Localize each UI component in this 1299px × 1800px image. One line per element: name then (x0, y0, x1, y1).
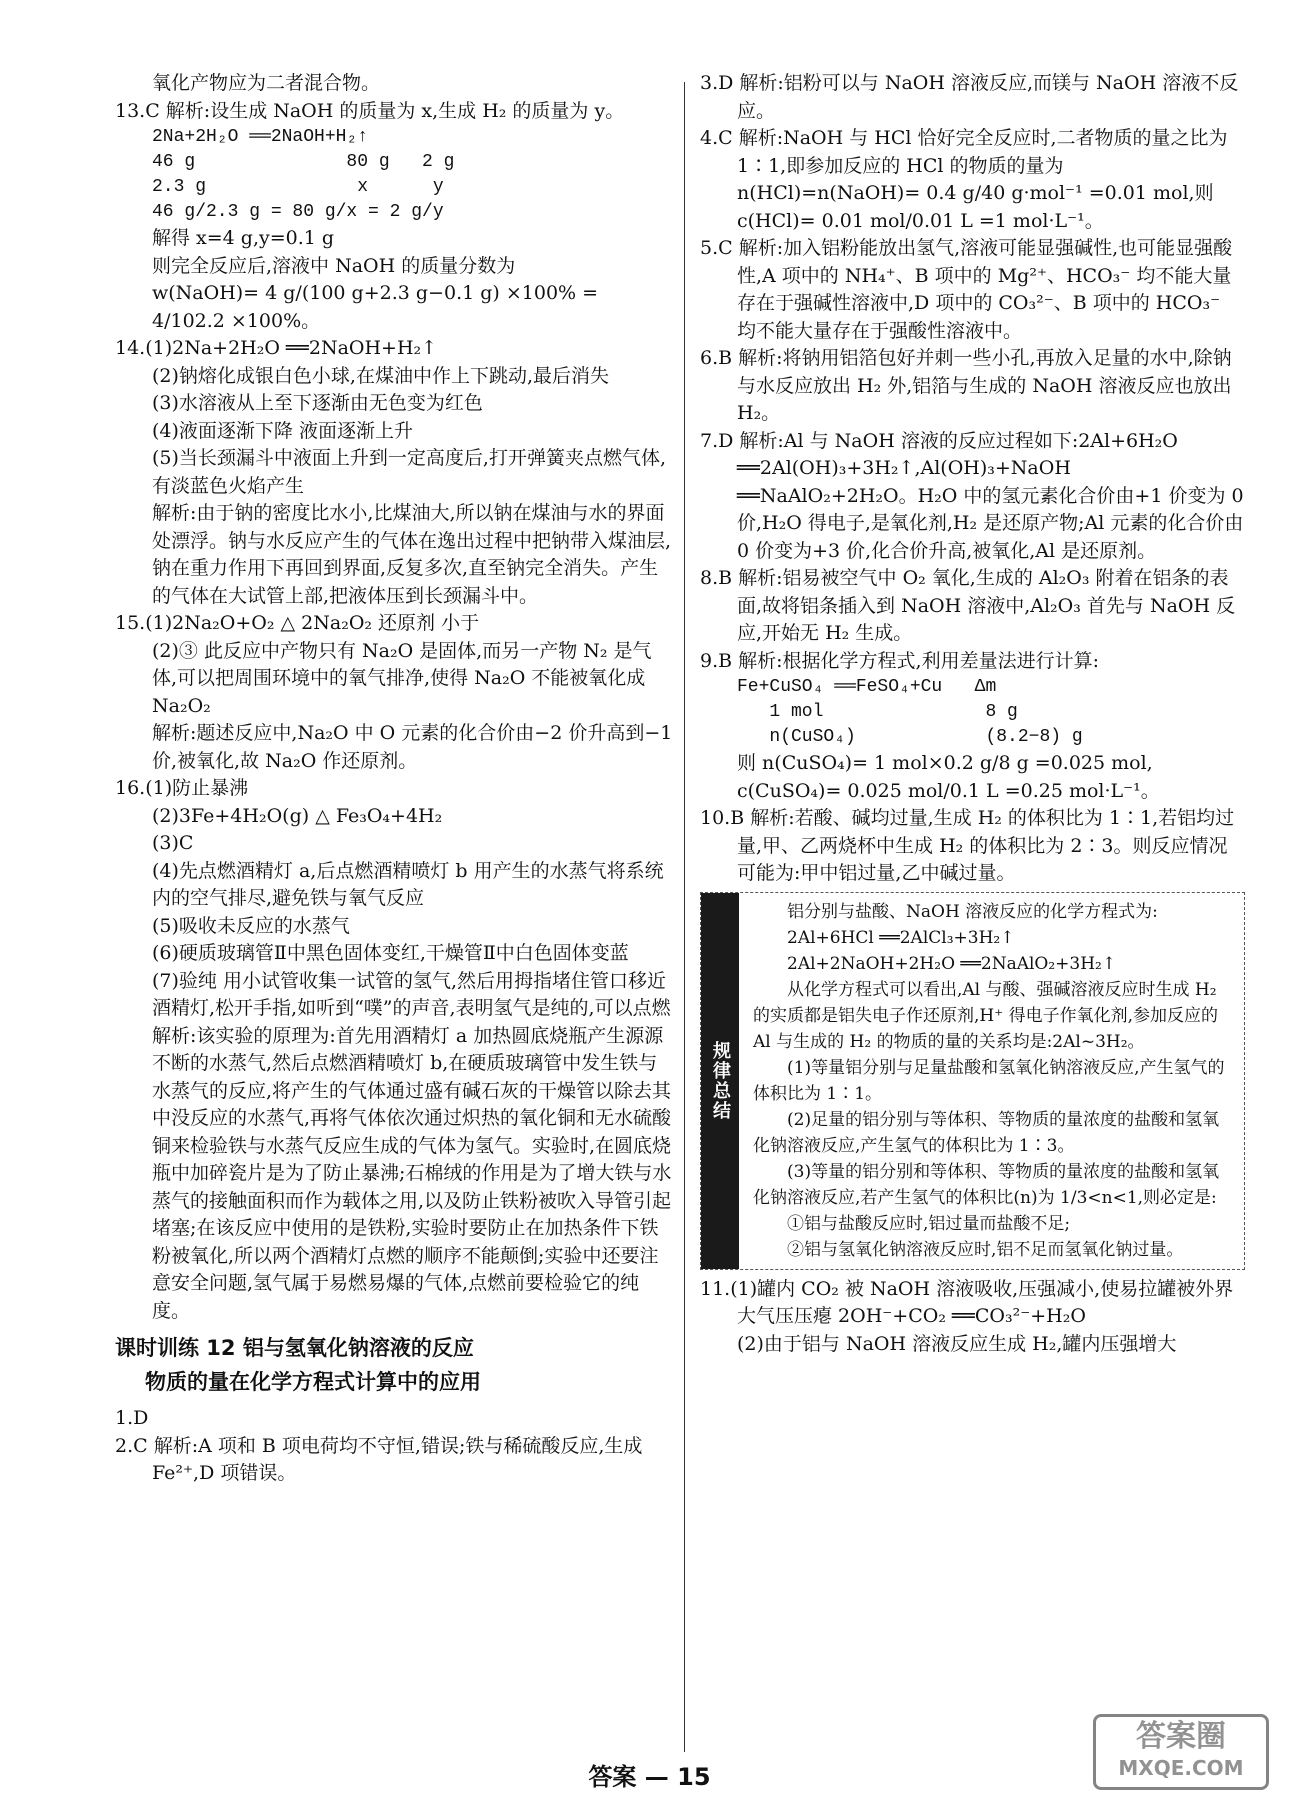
text-line: (7)验纯 用小试管收集一试管的氢气,然后用拇指堵住管口移近酒精灯,松开手指,如听到“噗”的声音,表明氢气是纯的,可以点燃 (152, 969, 671, 1019)
summary-box-tag: 规律总结 (701, 893, 739, 1269)
watermark-logo (1093, 1714, 1269, 1790)
section-title-line2: 物质的量在化学方程式计算中的应用 (145, 1370, 481, 1394)
text-line: c(CuSO₄)= 0.025 mol/0.1 L =0.25 mol·L⁻¹。 (737, 779, 1160, 802)
left-column (115, 70, 675, 1488)
text-line: 1.D (115, 1407, 149, 1429)
page-footer: 答案 — 15 (588, 1763, 711, 1791)
text-line: 2Al+2NaOH+2H₂O ══2NaAlO₂+3H₂↑ (787, 953, 1117, 974)
text-line: (5)当长颈漏斗中液面上升到一定高度后,打开弹簧夹点燃气体,有淡蓝色火焰产生 (152, 447, 666, 497)
text-line: (2)钠熔化成银白色小球,在煤油中作上下跳动,最后消失 (152, 364, 609, 387)
text-line: Fe+CuSO₄ ══FeSO₄+Cu Δm (737, 677, 997, 697)
text-line: 铝分别与盐酸、NaOH 溶液反应的化学方程式为: (787, 901, 1158, 922)
left-answers (115, 70, 675, 1325)
text-line: 6.B 解析:将钠用铝箔包好并刺一些小孔,再放入足量的水中,除钠与水反应放出 H₂ 外,铝箔与生成的 NaOH 溶液反应也放出 H₂。 (700, 347, 1232, 424)
text-line: 2Na+2H₂O ══2NaOH+H₂↑ (152, 127, 369, 147)
text-line: 5.C 解析:加入铝粉能放出氢气,溶液可能显强碱性,也可能显强酸性,A 项中的 NH₄⁺、B 项中的 Mg²⁺、HCO₃⁻ 均不能大量存在于强碱性溶液中,D 项中的 CO₃²⁻、B 项中的 HCO₃⁻ 均不能大量存在于强酸性溶液中。 (700, 237, 1233, 342)
text-line: 7.D 解析:Al 与 NaOH 溶液的反应过程如下:2Al+6H₂O ══2Al(OH)₃+3H₂↑,Al(OH)₃+NaOH ══NaAlO₂+2H₂O。H₂O 中的氢元素化合价由+1 价变为 0 价,H₂O 得电子,是氧化剂,H₂ 是还原产物;Al 元素的化合价由 0 价变为+3 价,化合价升高,被氧化,Al 是还原剂。 (700, 429, 1244, 562)
text-line: 10.B 解析:若酸、碱均过量,生成 H₂ 的体积比为 1∶1,若铝均过量,甲、乙两烧杯中生成 H₂ 的体积比为 2∶3。则反应情况可能为:甲中铝过量,乙中碱过量。 (700, 807, 1235, 884)
text-line: 3.D 解析:铝粉可以与 NaOH 溶液反应,而镁与 NaOH 溶液不反应。 (700, 72, 1239, 122)
text-line: 13.C 解析:设生成 NaOH 的质量为 x,生成 H₂ 的质量为 y。 (115, 99, 625, 122)
right-answers-after (700, 1276, 1245, 1359)
text-line: 1 mol 8 g (737, 702, 1018, 722)
summary-box-content (753, 899, 1236, 1263)
text-line: n(CuSO₄) (8.2−8) g (737, 727, 1083, 747)
text-line: 11.(1)罐内 CO₂ 被 NaOH 溶液吸收,压强减小,使易拉罐被外界大气压压瘪 2OH⁻+CO₂ ══CO₃²⁻+H₂O (700, 1277, 1234, 1327)
text-line: (3)水溶液从上至下逐渐由无色变为红色 (152, 392, 483, 414)
text-line: 氧化产物应为二者混合物。 (152, 72, 381, 94)
text-line: 16.(1)防止暴沸 (115, 777, 249, 799)
text-line: (2)由于铝与 NaOH 溶液反应生成 H₂,罐内压强增大 (737, 1332, 1177, 1355)
text-line: 2.3 g x y (152, 177, 444, 197)
right-column (700, 70, 1245, 1358)
text-line: 解析:该实验的原理为:首先用酒精灯 a 加热圆底烧瓶产生源源不断的水蒸气,然后点燃酒精喷灯 b,在硬质玻璃管中发生铁与水蒸气的反应,将产生的气体通过盛有碱石灰的干燥管以除去其中没反应的水蒸气,再将气体依次通过炽热的氧化铜和无水硫酸铜来检验铁与水蒸气反应生成的气体为氢气。实验时,在圆底烧瓶中加碎瓷片是为了防止暴沸;石棉绒的作用是为了增大铁与水蒸气的接触面积而作为载体之用,以及防止铁粉被吹入导管引起堵塞;在该反应中使用的是铁粉,实验时要防止在加热条件下铁粉被氧化,所以两个酒精灯点燃的顺序不能颠倒;实验中还要注意安全问题,氢气属于易燃易爆的气体,点燃前要检验它的纯度。 (152, 1024, 672, 1322)
text-line: (2)3Fe+4H₂O(g) △ Fe₃O₄+4H₂ (152, 804, 443, 827)
left-answers-after (115, 1405, 675, 1488)
text-line: (3)等量的铝分别和等体积、等物质的量浓度的盐酸和氢氧化钠溶液反应,若产生氢气的体积比(n)为 1/3<n<1,则必定是: (753, 1161, 1220, 1208)
text-line: 4.C 解析:NaOH 与 HCl 恰好完全反应时,二者物质的量之比为 1∶1,即参加反应的 HCl 的物质的量为 n(HCl)=n(NaOH)= 0.4 g/40 g·mol⁻¹ =0.01 mol,则 c(HCl)= 0.01 mol/0.01 L =1 mol·L⁻¹。 (700, 127, 1228, 232)
right-answers (700, 70, 1245, 888)
text-line: ②铝与氢氧化钠溶液反应时,铝不足而氢氧化钠过量。 (787, 1239, 1184, 1260)
text-line: 46 g 80 g 2 g (152, 152, 455, 172)
watermark-top: 答案圈 (1136, 1719, 1226, 1754)
text-line: 解析:题述反应中,Na₂O 中 O 元素的化合价由−2 价升高到−1 价,被氧化,故 Na₂O 作还原剂。 (152, 722, 673, 772)
text-line: (4)先点燃酒精灯 a,后点燃酒精喷灯 b 用产生的水蒸气将系统内的空气排尽,避免铁与氧气反应 (152, 859, 664, 909)
text-line: 则 n(CuSO₄)= 1 mol×0.2 g/8 g =0.025 mol, (737, 752, 1153, 774)
text-line: (4)液面逐渐下降 液面逐渐上升 (152, 419, 413, 442)
text-line: 解得 x=4 g,y=0.1 g (152, 227, 335, 249)
text-line: (3)C (152, 832, 194, 854)
column-divider (684, 82, 685, 1752)
section-title-line1: 课时训练 12 铝与氢氧化钠溶液的反应 (115, 1336, 474, 1360)
text-line: (5)吸收未反应的水蒸气 (152, 914, 350, 937)
text-line: 2Al+6HCl ══2AlCl₃+3H₂↑ (787, 927, 1015, 948)
text-line: 则完全反应后,溶液中 NaOH 的质量分数为 (152, 254, 516, 277)
text-line: (2)足量的铝分别与等体积、等物质的量浓度的盐酸和氢氧化钠溶液反应,产生氢气的体积比为 1∶3。 (753, 1109, 1220, 1156)
summary-box (700, 892, 1245, 1270)
text-line: 9.B 解析:根据化学方程式,利用差量法进行计算: (700, 649, 1099, 672)
text-line: 解析:由于钠的密度比水小,比煤油大,所以钠在煤油与水的界面处漂浮。钠与水反应产生的气体在逸出过程中把钠带入煤油层,钠在重力作用下再回到界面,反复多次,直至钠完全消失。产生的气体在大试管上部,把液体压到长颈漏斗中。 (152, 502, 672, 607)
text-line: (2)③ 此反应中产物只有 Na₂O 是固体,而另一产物 N₂ 是气体,可以把周围环境中的氧气排净,使得 Na₂O 不能被氧化成 Na₂O₂ (152, 639, 652, 717)
text-line: 8.B 解析:铝易被空气中 O₂ 氧化,生成的 Al₂O₃ 附着在铝条的表面,故将铝条插入到 NaOH 溶液中,Al₂O₃ 首先与 NaOH 反应,开始无 H₂ 生成。 (700, 567, 1236, 644)
text-line: 14.(1)2Na+2H₂O ══2NaOH+H₂↑ (115, 337, 438, 359)
section-title (115, 1331, 675, 1399)
text-line: 46 g/2.3 g = 80 g/x = 2 g/y (152, 202, 444, 222)
text-line: 从化学方程式可以看出,Al 与酸、强碱溶液反应时生成 H₂ 的实质都是铝失电子作还原剂,H⁺ 得电子作氧化剂,参加反应的 Al 与生成的 H₂ 的物质的量的关系均是:2Al~3H₂。 (753, 979, 1219, 1052)
text-line: (1)等量铝分别与足量盐酸和氢氧化钠溶液反应,产生氢气的体积比为 1∶1。 (753, 1057, 1225, 1104)
text-line: w(NaOH)= 4 g/(100 g+2.3 g−0.1 g) ×100% = 4/102.2 ×100%。 (152, 282, 599, 332)
watermark-bottom: MXQE.COM (1118, 1756, 1244, 1780)
text-line: ①铝与盐酸反应时,铝过量而盐酸不足; (787, 1213, 1071, 1234)
text-line: 15.(1)2Na₂O+O₂ △ 2Na₂O₂ 还原剂 小于 (115, 612, 480, 634)
text-line: (6)硬质玻璃管Ⅱ中黑色固体变红,干燥管Ⅱ中白色固体变蓝 (152, 942, 629, 964)
text-line: 2.C 解析:A 项和 B 项电荷均不守恒,错误;铁与稀硫酸反应,生成 Fe²⁺,D 项错误。 (115, 1434, 643, 1484)
